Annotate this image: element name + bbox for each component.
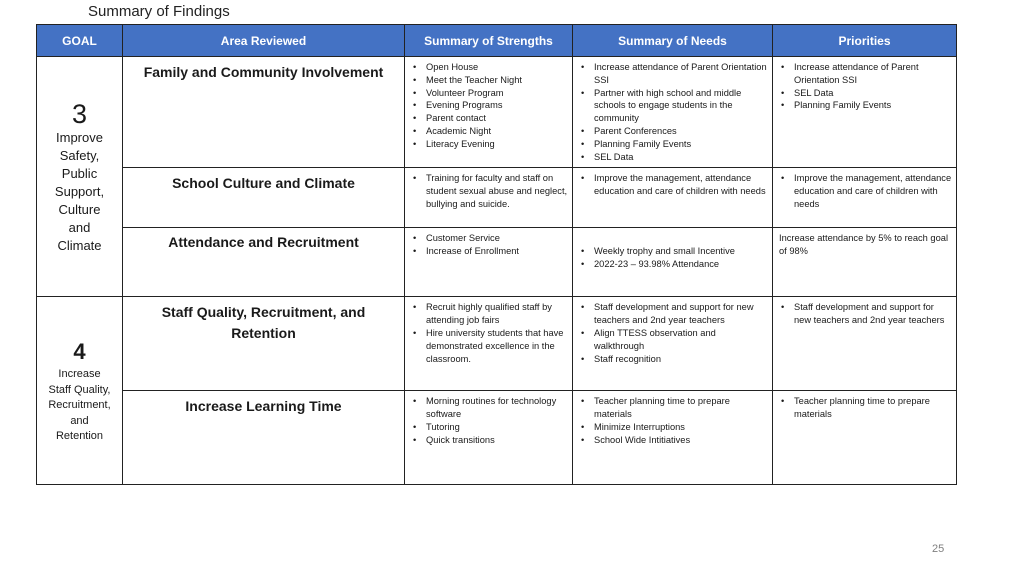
- goal-line: Safety,: [59, 147, 100, 163]
- list-item: • Recruit highly qualified staff by attending job fairs: [409, 301, 568, 327]
- priority-text: Increase attendance by 5% to reach goal of 98%: [779, 233, 949, 257]
- list-item: • Parent Conferences: [577, 125, 768, 138]
- area-school-culture: School Culture and Climate: [123, 168, 405, 228]
- list-item: • Staff recognition: [577, 353, 768, 366]
- list-item: • Morning routines for technology software: [409, 395, 568, 421]
- table-row: [37, 297, 957, 391]
- list-item: • SEL Data: [577, 151, 768, 164]
- header-priorities: Priorities: [773, 25, 957, 57]
- needs-cell: [573, 57, 773, 168]
- goal-number: 4: [73, 339, 86, 365]
- list-item: • Increase of Enrollment: [409, 245, 568, 258]
- list-item: • Customer Service: [409, 232, 568, 245]
- table-row: [37, 168, 957, 228]
- goal-line: and: [68, 219, 91, 235]
- list-item: • Staff development and support for new teachers and 2nd year teachers: [777, 301, 952, 327]
- goal-description: [41, 367, 118, 445]
- goal-line: Support,: [54, 183, 105, 199]
- goal-line: Climate: [57, 237, 102, 253]
- list-item: • Meet the Teacher Night: [409, 74, 568, 87]
- list-item: • Improve the management, attendance education and care of children with needs: [577, 172, 768, 198]
- goal-line: Recruitment,: [48, 399, 111, 412]
- list-item: • Partner with high school and middle schools to engage students in the community: [577, 87, 768, 125]
- area-attendance-recruitment: Attendance and Recruitment: [123, 228, 405, 297]
- header-goal: GOAL: [37, 25, 123, 57]
- list-item: • Planning Family Events: [577, 138, 768, 151]
- list-item: • Volunteer Program: [409, 87, 568, 100]
- list-item: • Align TTESS observation and walkthrough: [577, 327, 768, 353]
- goal-description: [41, 129, 118, 255]
- goal-3-cell: [37, 57, 123, 297]
- header-row: [37, 25, 957, 57]
- list-item: • SEL Data: [777, 87, 952, 100]
- area-line: Retention: [231, 325, 296, 342]
- priorities-cell: [773, 168, 957, 228]
- priorities-cell: [773, 391, 957, 485]
- area-line: Staff Quality, Recruitment, and: [161, 304, 366, 321]
- priorities-cell: [773, 228, 957, 297]
- area-learning-time: Increase Learning Time: [123, 391, 405, 485]
- list-item: • Planning Family Events: [777, 99, 952, 112]
- goal-4-cell: [37, 297, 123, 485]
- list-item: • School Wide Intitiatives: [577, 434, 768, 447]
- goal-line: Increase: [58, 368, 101, 381]
- area-family-community: Family and Community Involvement: [123, 57, 405, 168]
- goal-number: 3: [71, 98, 88, 129]
- strengths-cell: [405, 228, 573, 297]
- priorities-cell: [773, 57, 957, 168]
- area-staff-quality: [123, 297, 405, 391]
- needs-cell: [573, 228, 773, 297]
- list-item: • Staff development and support for new teachers and 2nd year teachers: [577, 301, 768, 327]
- priorities-cell: [773, 297, 957, 391]
- findings-table: [36, 24, 957, 485]
- table-row: [37, 57, 957, 168]
- list-item: • Literacy Evening: [409, 138, 568, 151]
- header-strengths: Summary of Strengths: [405, 25, 573, 57]
- list-item: • Training for faculty and staff on student sexual abuse and neglect, bullying and suicide.: [409, 172, 568, 210]
- list-item: • Teacher planning time to prepare materials: [577, 395, 768, 421]
- slide-title: Summary of Findings: [88, 3, 230, 20]
- list-item: • Tutoring: [409, 421, 568, 434]
- list-item: • Evening Programs: [409, 99, 568, 112]
- list-item: • Open House: [409, 61, 568, 74]
- header-needs: Summary of Needs: [573, 25, 773, 57]
- header-area: Area Reviewed: [123, 25, 405, 57]
- needs-cell: [573, 391, 773, 485]
- strengths-cell: [405, 168, 573, 228]
- list-item: • Academic Night: [409, 125, 568, 138]
- goal-line: and: [70, 414, 89, 427]
- list-item: • Teacher planning time to prepare materials: [777, 395, 952, 421]
- list-item: • 2022-23 – 93.98% Attendance: [577, 258, 768, 271]
- strengths-cell: [405, 57, 573, 168]
- list-item: • Hire university students that have demonstrated excellence in the classroom.: [409, 327, 568, 365]
- strengths-cell: [405, 391, 573, 485]
- goal-line: Public: [61, 165, 98, 181]
- list-item: • Increase attendance of Parent Orientation SSI: [577, 61, 768, 87]
- goal-line: Staff Quality,: [48, 383, 111, 396]
- needs-cell: [573, 297, 773, 391]
- goal-line: Retention: [55, 430, 104, 443]
- needs-cell: [573, 168, 773, 228]
- table-row: [37, 228, 957, 297]
- list-item: • Minimize Interruptions: [577, 421, 768, 434]
- table-row: [37, 391, 957, 485]
- list-item: • Quick transitions: [409, 434, 568, 447]
- page-number: 25: [932, 543, 945, 555]
- goal-line: Improve: [56, 129, 103, 145]
- list-item: • Improve the management, attendance education and care of children with needs: [777, 172, 952, 210]
- list-item: • Increase attendance of Parent Orientation SSI: [777, 61, 952, 87]
- goal-line: Culture: [58, 201, 101, 217]
- strengths-cell: [405, 297, 573, 391]
- list-item: • Weekly trophy and small Incentive: [577, 245, 768, 258]
- list-item: • Parent contact: [409, 112, 568, 125]
